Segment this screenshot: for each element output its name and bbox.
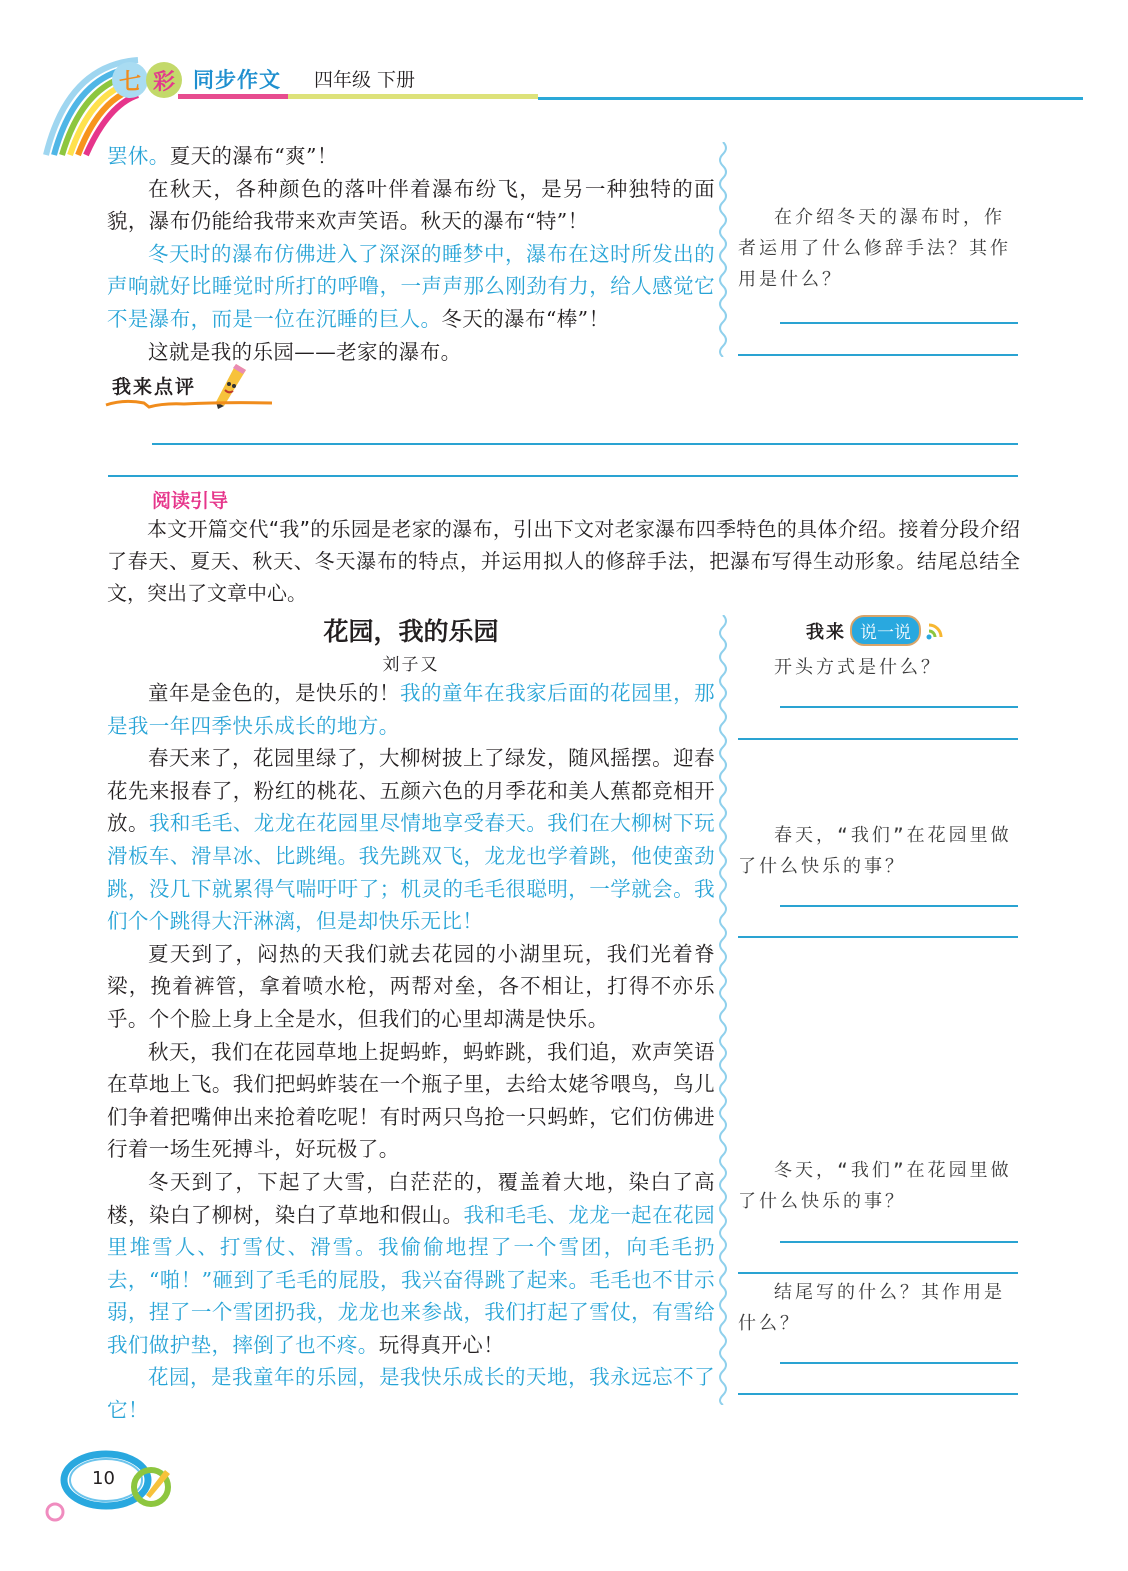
side-question-2: 开头方式是什么？ — [774, 657, 942, 678]
essay-1-paragraph: 冬天时的瀑布仿佛进入了深深的睡梦中，瀑布在这时所发出的声响就好比睡觉时所打的呼噜，一声声那么刚劲有力，给人感觉它不是瀑布，而是一位在沉睡的巨人。冬天的瀑布“棒”！ — [107, 241, 715, 331]
answer-line[interactable] — [780, 1241, 1018, 1243]
header-bar-blue — [538, 97, 1083, 100]
side-question-4: 冬天，“我们”在花园里做了什么快乐的事？ — [738, 1160, 1012, 1212]
answer-line[interactable] — [780, 1362, 1018, 1364]
answer-line[interactable] — [780, 322, 1018, 324]
answer-line[interactable] — [780, 905, 1018, 907]
header-bar-yellow — [288, 94, 538, 99]
series-title: 同步作文 — [193, 68, 281, 92]
reading-guide-title: 阅读引导 — [152, 490, 229, 512]
page-number: 10 — [92, 1468, 115, 1489]
header-bar-pink — [178, 94, 288, 99]
answer-line[interactable] — [738, 1393, 1018, 1395]
essay-1-body — [107, 140, 715, 368]
essay-1-paragraph: 在秋天，各种颜色的落叶伴着瀑布纷飞，是另一种独特的面貌，瀑布仍能给我带来欢声笑语。秋天的瀑布“特”！ — [107, 176, 715, 234]
logo-badge-qi: 七 — [112, 62, 148, 98]
essay-2-body — [107, 677, 715, 1427]
essay-2-title: 花园，我的乐园 — [323, 617, 499, 646]
essay-2-author: 刘子又 — [382, 655, 440, 675]
reading-guide-text: 本文开篇交代“我”的乐园是老家的瀑布，引出下文对老家瀑布四季特色的具体介绍。接着分段介绍了春天、夏天、秋天、冬天瀑布的特点，并运用拟人的修辞手法，把瀑布写得生动形象。结尾总结全文，突出了文章中心。 — [107, 517, 1020, 605]
side-question-3: 春天，“我们”在花园里做了什么快乐的事？ — [738, 825, 1012, 877]
logo-badge-cai: 彩 — [146, 62, 182, 98]
say-section-header — [806, 615, 947, 646]
comment-section-title: 我来点评 — [112, 376, 197, 398]
answer-line[interactable] — [738, 354, 1018, 356]
essay-2-paragraph: 春天来了，花园里绿了，大柳树披上了绿发，随风摇摆。迎春花先来报春了，粉红的桃花、五颜六色的月季花和美人蕉都竞相开放。我和毛毛、龙龙在花园里尽情地享受春天。我们在大柳树下玩滑板车、滑旱冰、比跳绳。我先跳双飞，龙龙也学着跳，他使蛮劲跳，没几下就累得气喘吁吁了；机灵的毛毛很聪明，一学就会。我们个个跳得大汗淋漓，但是却快乐无比！ — [107, 746, 715, 934]
wavy-divider — [716, 615, 730, 1405]
say-pill: 说一说 — [850, 615, 921, 646]
wavy-divider — [716, 142, 730, 357]
answer-line[interactable] — [738, 936, 1018, 938]
essay-2-paragraph: 冬天到了，下起了大雪，白茫茫的，覆盖着大地，染白了高楼，染白了柳树，染白了草地和假山。我和毛毛、龙龙一起在花园里堆雪人、打雪仗、滑雪。我偷偷地捏了一个雪团，向毛毛扔去，“啪！”砸到了毛毛的屁股，我兴奋得跳了起来。毛毛也不甘示弱，捏了一个雪团扔我，龙龙也来参战，我们打起了雪仗，有雪给我们做护垫，摔倒了也不疼。玩得真开心！ — [107, 1169, 715, 1357]
signal-waves-icon — [925, 621, 947, 641]
essay-2-paragraph: 童年是金色的，是快乐的！我的童年在我家后面的花园里，那是我一年四季快乐成长的地方。 — [107, 681, 715, 738]
essay-1-paragraph: 罢休。夏天的瀑布“爽”！ — [107, 144, 338, 168]
grade-label: 四年级 下册 — [314, 69, 416, 91]
essay-1-paragraph: 这就是我的乐园——老家的瀑布。 — [148, 339, 462, 364]
answer-line[interactable] — [738, 1272, 1018, 1274]
answer-line[interactable] — [780, 706, 1018, 708]
answer-line[interactable] — [738, 738, 1018, 740]
orange-underline-icon — [104, 397, 274, 409]
comment-answer-line[interactable] — [152, 443, 1018, 445]
side-question-1: 在介绍冬天的瀑布时，作者运用了什么修辞手法？其作用是什么？ — [738, 207, 1011, 290]
essay-2-paragraph: 夏天到了，闷热的天我们就去花园的小湖里玩，我们光着脊梁，挽着裤管，拿着喷水枪，两帮对垒，各不相让，打得不亦乐乎。个个脸上身上全是水，但我们的心里却满是快乐。 — [107, 941, 715, 1031]
essay-2-paragraph: 秋天，我们在花园草地上捉蚂蚱，蚂蚱跳，我们追，欢声笑语在草地上飞。我们把蚂蚱装在一个瓶子里，去给太姥爷喂鸟，鸟儿们争着把嘴伸出来抢着吃呢！有时两只鸟抢一只蚂蚱，它们仿佛进行着一场生死搏斗，好玩极了。 — [107, 1039, 715, 1162]
say-label: 我来 — [806, 621, 846, 643]
side-question-5: 结尾写的什么？其作用是什么？ — [738, 1282, 1005, 1334]
essay-2-paragraph: 花园，是我童年的乐园，是我快乐成长的天地，我永远忘不了它！ — [107, 1365, 715, 1423]
comment-answer-line[interactable] — [108, 475, 1018, 477]
